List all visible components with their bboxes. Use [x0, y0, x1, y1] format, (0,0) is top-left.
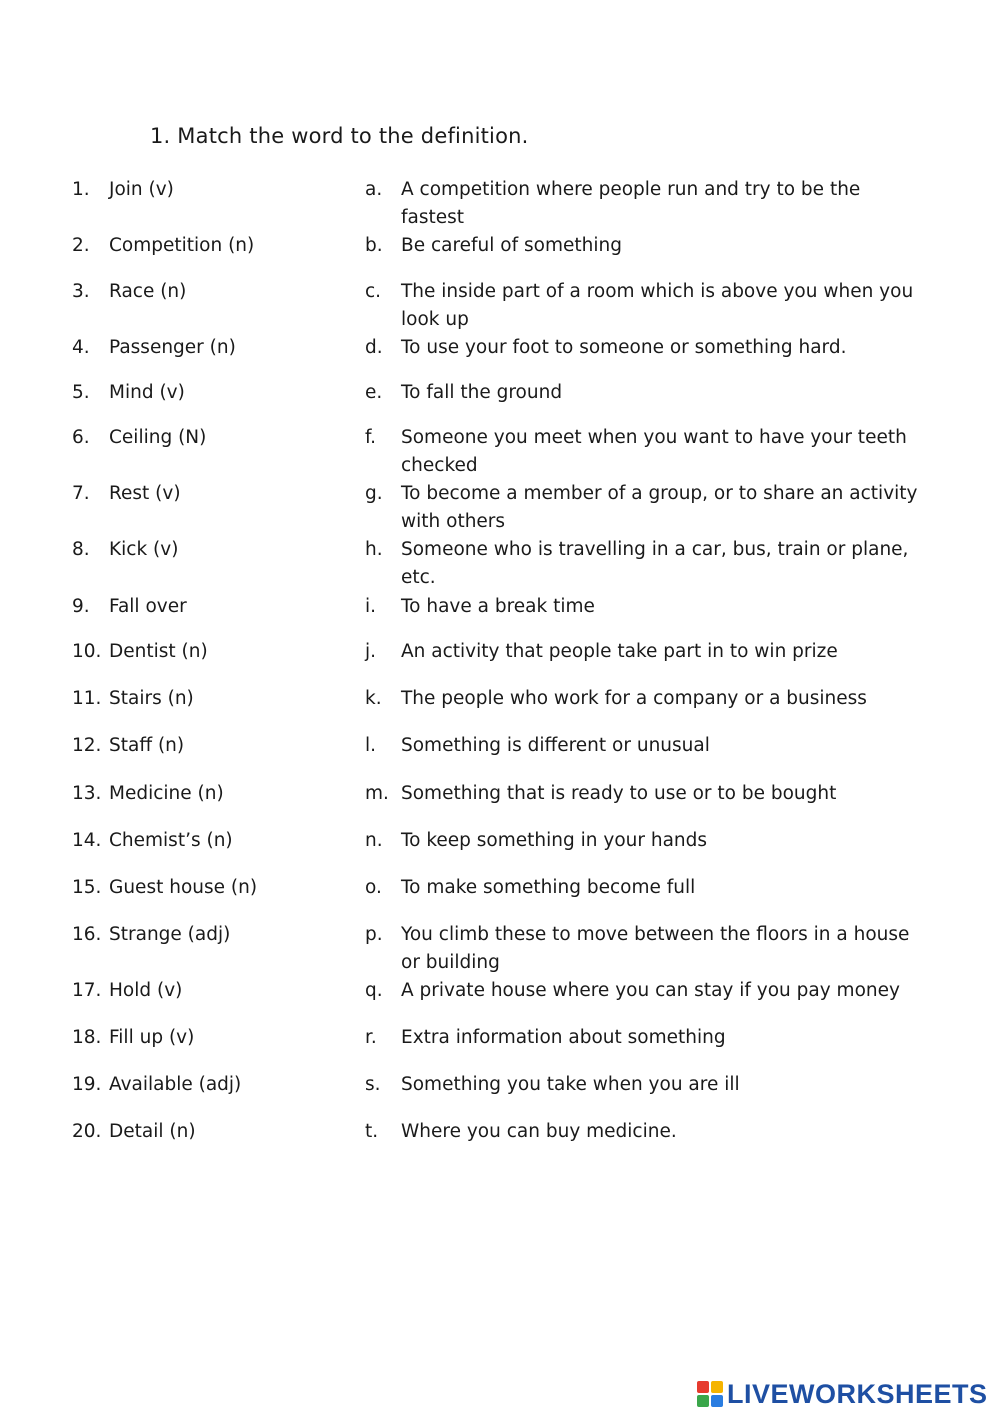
word-term: Detail (n)	[109, 1121, 196, 1142]
word-term: Competition (n)	[109, 235, 255, 256]
word-term: Strange (adj)	[109, 924, 231, 945]
word-term: Join (v)	[109, 179, 174, 200]
word-term: Medicine (n)	[109, 783, 224, 804]
definition-text: Someone who is travelling in a car, bus, train or plane, etc.	[401, 539, 909, 588]
word-number: 17.	[72, 980, 102, 1001]
word-number: 11.	[72, 688, 102, 709]
definition-text: The inside part of a room which is above you when you look up	[401, 281, 914, 330]
word-number: 15.	[72, 877, 102, 898]
definition-letter: a.	[365, 179, 383, 200]
definition-text: To become a member of a group, or to share an activity with others	[401, 483, 918, 532]
word-term: Rest (v)	[109, 483, 181, 504]
word-number: 7.	[72, 483, 90, 504]
definition-letter: h.	[365, 539, 383, 560]
definition-text: A competition where people run and try to be the fastest	[401, 179, 861, 228]
definition-text: You climb these to move between the floors in a house or building	[401, 924, 910, 973]
word-term: Hold (v)	[109, 980, 183, 1001]
word-term: Available (adj)	[109, 1074, 242, 1095]
word-number: 6.	[72, 427, 90, 448]
definition-letter: q.	[365, 980, 383, 1001]
definition-text: To make something become full	[401, 877, 696, 898]
word-term: Passenger (n)	[109, 337, 236, 358]
definition-letter: m.	[365, 783, 389, 804]
definition-text: Where you can buy medicine.	[401, 1121, 677, 1142]
word-term: Dentist (n)	[109, 641, 208, 662]
definition-text: An activity that people take part in to win prize	[401, 641, 838, 662]
definition-text: A private house where you can stay if you pay money	[401, 980, 900, 1001]
word-number: 13.	[72, 783, 102, 804]
word-term: Fill up (v)	[109, 1027, 195, 1048]
word-number: 12.	[72, 735, 102, 756]
definition-text: To have a break time	[401, 596, 595, 617]
definition-letter: j.	[365, 641, 377, 662]
word-number: 2.	[72, 235, 90, 256]
definition-text: To keep something in your hands	[401, 830, 708, 851]
definition-letter: l.	[365, 735, 377, 756]
definition-letter: c.	[365, 281, 382, 302]
definition-letter: d.	[365, 337, 383, 358]
brand-blocks-icon	[697, 1381, 723, 1407]
word-number: 3.	[72, 281, 90, 302]
word-term: Kick (v)	[109, 539, 179, 560]
definition-letter: e.	[365, 382, 383, 403]
definition-letter: r.	[365, 1027, 377, 1048]
word-term: Fall over	[109, 596, 187, 617]
word-number: 4.	[72, 337, 90, 358]
definition-text: Something you take when you are ill	[401, 1074, 740, 1095]
definition-letter: s.	[365, 1074, 381, 1095]
worksheet-title: 1. Match the word to the definition.	[150, 124, 529, 148]
brand-text: LIVEWORKSHEETS	[727, 1378, 988, 1409]
word-number: 14.	[72, 830, 102, 851]
definition-letter: o.	[365, 877, 382, 898]
word-number: 19.	[72, 1074, 102, 1095]
definition-letter: i.	[365, 596, 377, 617]
word-number: 18.	[72, 1027, 102, 1048]
word-number: 9.	[72, 596, 90, 617]
word-term: Race (n)	[109, 281, 187, 302]
definition-text: To use your foot to someone or something hard.	[401, 337, 847, 358]
word-term: Chemist’s (n)	[109, 830, 233, 851]
definition-text: Something is different or unusual	[401, 735, 710, 756]
definition-letter: b.	[365, 235, 383, 256]
definition-text: To fall the ground	[401, 382, 563, 403]
definition-letter: p.	[365, 924, 383, 945]
definition-text: The people who work for a company or a business	[401, 688, 867, 709]
definition-letter: g.	[365, 483, 383, 504]
word-term: Ceiling (N)	[109, 427, 207, 448]
word-number: 5.	[72, 382, 90, 403]
definition-letter: t.	[365, 1121, 379, 1142]
word-number: 20.	[72, 1121, 102, 1142]
word-number: 16.	[72, 924, 102, 945]
word-number: 1.	[72, 179, 90, 200]
word-number: 8.	[72, 539, 90, 560]
definition-letter: n.	[365, 830, 383, 851]
definition-text: Something that is ready to use or to be bought	[401, 783, 837, 804]
word-term: Guest house (n)	[109, 877, 258, 898]
definition-text: Be careful of something	[401, 235, 622, 256]
word-term: Stairs (n)	[109, 688, 194, 709]
word-term: Mind (v)	[109, 382, 185, 403]
word-term: Staff (n)	[109, 735, 185, 756]
definition-letter: k.	[365, 688, 382, 709]
word-number: 10.	[72, 641, 102, 662]
liveworksheets-logo	[697, 1378, 988, 1410]
definition-text: Extra information about something	[401, 1027, 726, 1048]
definition-text: Someone you meet when you want to have your teeth checked	[401, 427, 907, 476]
definition-letter: f.	[365, 427, 377, 448]
